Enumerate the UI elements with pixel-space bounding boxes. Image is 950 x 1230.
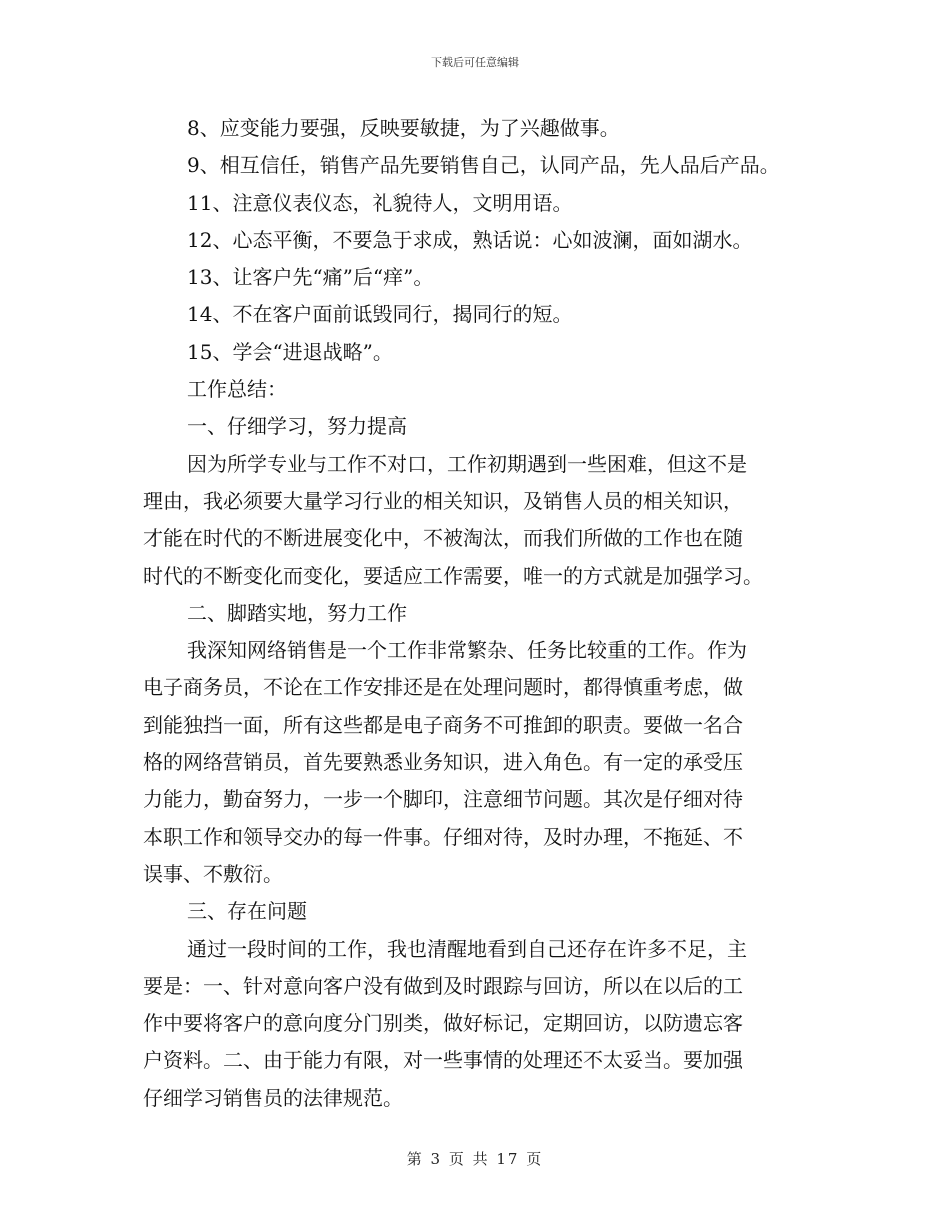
paragraph-line: 要是：一、针对意向客户没有做到及时跟踪与回访，所以在以后的工 xyxy=(143,973,743,998)
list-item: 9、相互信任，销售产品先要销售自己，认同产品，先人品后产品。 xyxy=(187,153,780,178)
list-item: 15、学会“进退战略”。 xyxy=(187,339,393,364)
paragraph-line: 格的网络营销员，首先要熟悉业务知识，进入角色。有一定的承受压 xyxy=(143,750,743,775)
paragraph-line: 力能力，勤奋努力，一步一个脚印，注意细节问题。其次是仔细对待 xyxy=(143,787,743,812)
paragraph-line: 理由，我必须要大量学习行业的相关知识，及销售人员的相关知识， xyxy=(143,488,743,513)
list-item: 13、让客户先“痛”后“痒”。 xyxy=(187,265,434,290)
section-heading: 一、仔细学习，努力提高 xyxy=(187,414,407,439)
list-item: 12、心态平衡，不要急于求成，熟话说：心如波澜，面如湖水。 xyxy=(187,227,753,252)
paragraph-line: 户资料。二、由于能力有限，对一些事情的处理还不太妥当。要加强 xyxy=(143,1048,743,1073)
paragraph-line: 才能在时代的不断进展变化中，不被淘汰，而我们所做的工作也在随 xyxy=(143,526,743,551)
list-item: 8、应变能力要强，反映要敏捷，为了兴趣做事。 xyxy=(187,116,620,140)
section-heading: 三、存在问题 xyxy=(187,899,307,924)
list-item: 11、注意仪表仪态，礼貌待人，文明用语。 xyxy=(187,190,573,215)
paragraph-line: 误事、不敷衍。 xyxy=(143,861,283,886)
paragraph-line: 电子商务员，不论在工作安排还是在处理问题时，都得慎重考虑，做 xyxy=(143,675,743,700)
paragraph-line: 通过一段时间的工作，我也清醒地看到自己还存在许多不足，主 xyxy=(187,936,747,961)
paragraph-line: 仔细学习销售员的法律规范。 xyxy=(143,1085,403,1110)
paragraph-line: 因为所学专业与工作不对口，工作初期遇到一些困难，但这不是 xyxy=(187,451,747,476)
list-item: 14、不在客户面前诋毁同行，揭同行的短。 xyxy=(187,302,573,327)
paragraph-line: 时代的不断变化而变化，要适应工作需要，唯一的方式就是加强学习。 xyxy=(143,563,763,588)
section-heading: 二、脚踏实地，努力工作 xyxy=(187,600,407,625)
paragraph-line: 作中要将客户的意向度分门别类，做好标记，定期回访，以防遗忘客 xyxy=(143,1011,743,1036)
document-body xyxy=(143,110,823,1117)
page-number: 第 3 页 共 17 页 xyxy=(406,1150,544,1168)
summary-heading: 工作总结： xyxy=(187,377,287,402)
paragraph-line: 到能独挡一面，所有这些都是电子商务不可推卸的职责。要做一名合 xyxy=(143,712,743,737)
page-header: 下载后可任意编辑 xyxy=(431,56,519,69)
paragraph-line: 本职工作和领导交办的每一件事。仔细对待，及时办理，不拖延、不 xyxy=(143,824,743,849)
paragraph-line: 我深知网络销售是一个工作非常繁杂、任务比较重的工作。作为 xyxy=(187,638,747,663)
